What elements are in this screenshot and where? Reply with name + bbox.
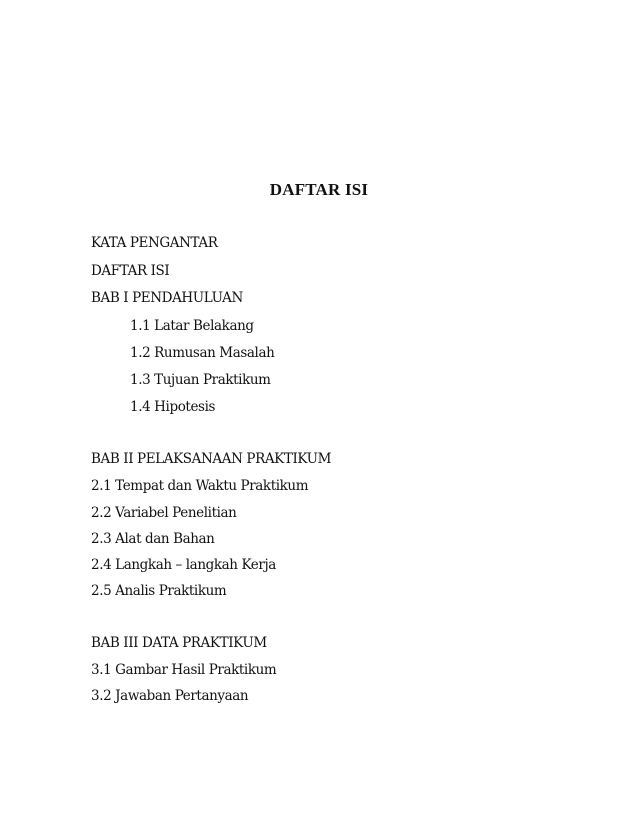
toc-entry-daftar-isi: DAFTAR ISI: [91, 263, 170, 279]
toc-entry-kata-pengantar: KATA PENGANTAR: [91, 235, 218, 251]
toc-entry-bab-2: BAB II PELAKSANAAN PRAKTIKUM: [91, 451, 332, 467]
page-title-text: DAFTAR ISI: [269, 180, 369, 199]
toc-entry-2-4: 2.4 Langkah – langkah Kerja: [91, 557, 276, 573]
toc-entry-2-1: 2.1 Tempat dan Waktu Praktikum: [91, 478, 309, 494]
toc-entry-3-2: 3.2 Jawaban Pertanyaan: [91, 688, 249, 704]
toc-entry-2-5: 2.5 Analis Praktikum: [91, 583, 227, 599]
toc-entry-bab-3: BAB III DATA PRAKTIKUM: [91, 635, 267, 651]
toc-entry-1-1: 1.1 Latar Belakang: [130, 318, 254, 334]
toc-entry-1-3: 1.3 Tujuan Praktikum: [130, 372, 271, 388]
page-title: [0, 180, 638, 200]
toc-entry-2-3: 2.3 Alat dan Bahan: [91, 531, 215, 547]
toc-entry-2-2: 2.2 Variabel Penelitian: [91, 505, 237, 521]
toc-entry-bab-1: BAB I PENDAHULUAN: [91, 290, 243, 306]
toc-entry-1-2: 1.2 Rumusan Masalah: [130, 345, 275, 361]
toc-entry-3-1: 3.1 Gambar Hasil Praktikum: [91, 662, 277, 678]
toc-entry-1-4: 1.4 Hipotesis: [130, 399, 216, 415]
